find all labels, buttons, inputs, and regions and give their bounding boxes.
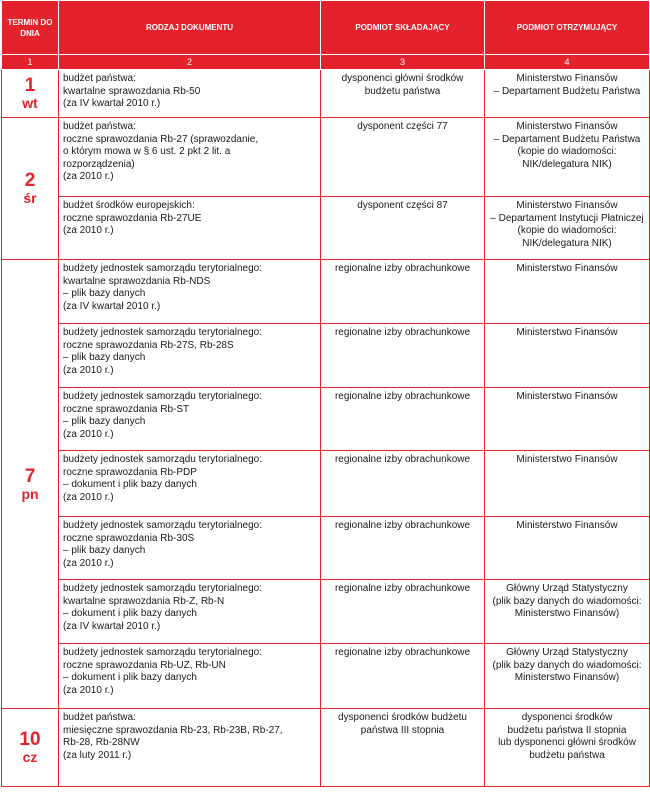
- receiver-cell: Ministerstwo Finansów – Departament Budżetu Państwa: [485, 70, 650, 118]
- day-number: 7: [24, 465, 36, 487]
- document-cell: budżety jednostek samorządu terytorialnego: roczne sprawozdania Rb-27S, Rb-28S – plik bazy danych (za 2010 r.): [59, 324, 321, 388]
- document-cell: budżety jednostek samorządu terytorialnego: roczne sprawozdania Rb-PDP – dokument i plik bazy danych (za 2010 r.): [59, 451, 321, 517]
- weekday-abbr: śr: [23, 190, 37, 206]
- column-number: 3: [321, 55, 485, 70]
- column-number: 2: [59, 55, 321, 70]
- receiver-cell: Ministerstwo Finansów: [485, 388, 650, 451]
- table-row: [2, 118, 650, 197]
- header-submitter: PODMIOT SKŁADAJĄCY: [321, 1, 485, 55]
- document-cell: budżety jednostek samorządu terytorialnego: roczne sprawozdania Rb-30S – plik bazy danych (za 2010 r.): [59, 517, 321, 580]
- receiver-cell: Ministerstwo Finansów – Departament Budżetu Państwa (kopie do wiadomości: NIK/delegatura NIK): [485, 118, 650, 197]
- table-row: [2, 388, 650, 451]
- deadline-cell: [2, 70, 59, 118]
- document-cell: budżety jednostek samorządu terytorialnego: kwartalne sprawozdania Rb-NDS – plik bazy danych (za IV kwartał 2010 r.): [59, 260, 321, 324]
- receiver-cell: Ministerstwo Finansów: [485, 451, 650, 517]
- day-number: 2: [24, 170, 36, 191]
- table-row: [2, 324, 650, 388]
- reporting-schedule-table: [1, 0, 650, 787]
- submitter-cell: dysponent części 77: [321, 118, 485, 197]
- receiver-cell: dysponenci środków budżetu państwa II stopnia lub dysponenci główni środków budżetu państwa: [485, 709, 650, 787]
- submitter-cell: dysponenci główni środków budżetu państwa: [321, 70, 485, 118]
- submitter-cell: regionalne izby obrachunkowe: [321, 644, 485, 709]
- document-cell: budżet państwa: roczne sprawozdania Rb-27 (sprawozdanie, o którym mowa w § 6 ust. 2 pkt 2 lit. a rozporządzenia) (za 2010 r.): [59, 118, 321, 197]
- header-row: [2, 1, 650, 55]
- submitter-cell: dysponent części 87: [321, 197, 485, 260]
- table-row: [2, 451, 650, 517]
- receiver-cell: Główny Urząd Statystyczny (plik bazy danych do wiadomości: Ministerstwo Finansów): [485, 580, 650, 644]
- receiver-cell: Ministerstwo Finansów: [485, 517, 650, 580]
- table-row: [2, 644, 650, 709]
- column-number: 1: [2, 55, 59, 70]
- table-row: [2, 260, 650, 324]
- submitter-cell: regionalne izby obrachunkowe: [321, 451, 485, 517]
- weekday-abbr: cz: [22, 749, 38, 765]
- receiver-cell: Główny Urząd Statystyczny (plik bazy danych do wiadomości: Ministerstwo Finansów): [485, 644, 650, 709]
- document-cell: budżet państwa: kwartalne sprawozdania Rb-50 (za IV kwartał 2010 r.): [59, 70, 321, 118]
- receiver-cell: Ministerstwo Finansów – Departament Instytucji Płatniczej (kopie do wiadomości: NIK/delegatura NIK): [485, 197, 650, 260]
- document-cell: budżety jednostek samorządu terytorialnego: roczne sprawozdania Rb-ST – plik bazy danych (za 2010 r.): [59, 388, 321, 451]
- submitter-cell: regionalne izby obrachunkowe: [321, 517, 485, 580]
- weekday-abbr: wt: [22, 95, 38, 111]
- submitter-cell: regionalne izby obrachunkowe: [321, 388, 485, 451]
- table-row: [2, 517, 650, 580]
- submitter-cell: regionalne izby obrachunkowe: [321, 580, 485, 644]
- header-receiver: PODMIOT OTRZYMUJĄCY: [485, 1, 650, 55]
- deadline-cell: [2, 260, 59, 709]
- header-document-type: RODZAJ DOKUMENTU: [59, 1, 321, 55]
- submitter-cell: regionalne izby obrachunkowe: [321, 324, 485, 388]
- column-number-row: [2, 55, 650, 70]
- submitter-cell: dysponenci środków budżetu państwa III stopnia: [321, 709, 485, 787]
- document-cell: budżet środków europejskich: roczne sprawozdania Rb-27UE (za 2010 r.): [59, 197, 321, 260]
- table-row: [2, 709, 650, 787]
- deadline-cell: [2, 709, 59, 787]
- column-number: 4: [485, 55, 650, 70]
- weekday-abbr: pn: [21, 485, 39, 502]
- header-deadline: TERMIN DO DNIA: [2, 1, 59, 55]
- receiver-cell: Ministerstwo Finansów: [485, 324, 650, 388]
- receiver-cell: Ministerstwo Finansów: [485, 260, 650, 324]
- document-cell: budżety jednostek samorządu terytorialnego: roczne sprawozdania Rb-UZ, Rb-UN – dokument i plik bazy danych (za 2010 r.): [59, 644, 321, 709]
- day-number: 1: [24, 75, 36, 96]
- submitter-cell: regionalne izby obrachunkowe: [321, 260, 485, 324]
- deadline-cell: [2, 118, 59, 260]
- document-cell: budżet państwa: miesięczne sprawozdania Rb-23, Rb-23B, Rb-27, Rb-28, Rb-28NW (za luty 2011 r.): [59, 709, 321, 787]
- table-row: [2, 70, 650, 118]
- table-row: [2, 580, 650, 644]
- document-cell: budżety jednostek samorządu terytorialnego: kwartalne sprawozdania Rb-Z, Rb-N – dokument i plik bazy danych (za IV kwartał 2010 r.): [59, 580, 321, 644]
- day-number: 10: [19, 729, 41, 750]
- table-row: [2, 197, 650, 260]
